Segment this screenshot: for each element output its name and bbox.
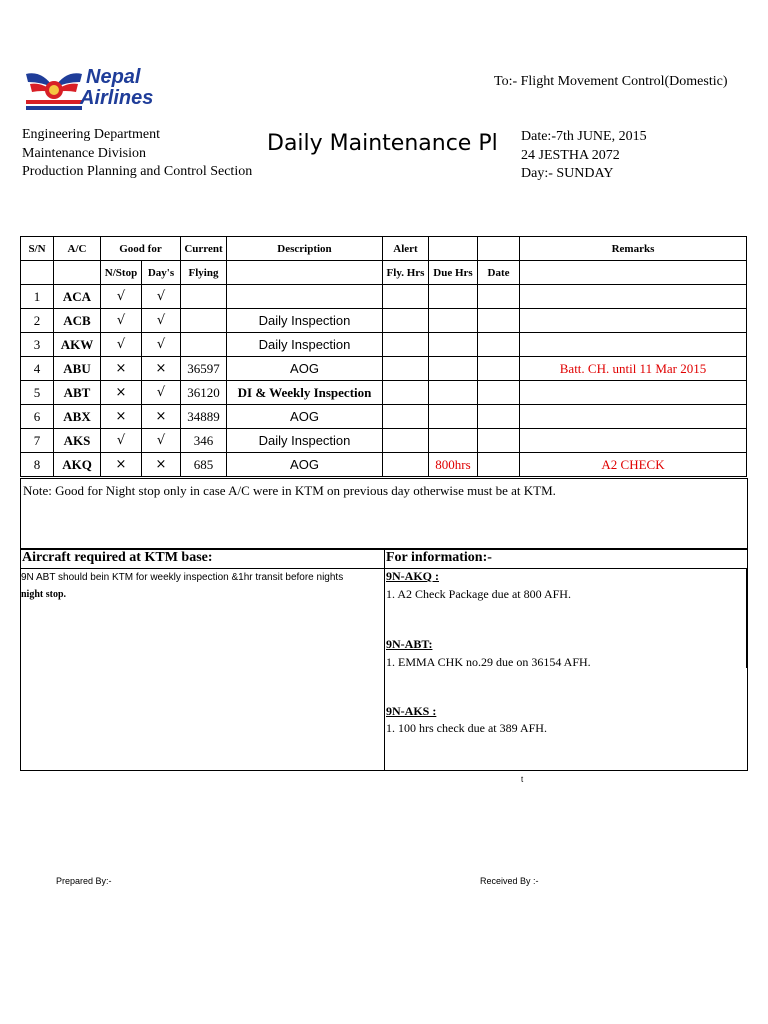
cell-night-stop: √ <box>101 333 142 357</box>
info-title-akq: 9N-AKQ : <box>386 569 439 583</box>
table-row <box>21 333 747 357</box>
logo-text-airlines: Airlines <box>80 87 154 109</box>
cell-description: AOG <box>227 357 383 381</box>
cell-remarks: Batt. CH. until 11 Mar 2015 <box>520 357 747 381</box>
cell-aircraft: ABU <box>54 357 101 381</box>
cell-night-stop: × <box>101 405 142 429</box>
table-row <box>21 453 747 477</box>
cell-sn: 3 <box>21 333 54 357</box>
cell-date <box>478 309 520 333</box>
cell-sn: 2 <box>21 309 54 333</box>
aircraft-required-text: 9N ABT should bein KTM for weekly inspection &1hr transit before nights <box>21 572 344 583</box>
page-title: Daily Maintenance Pl <box>267 131 498 156</box>
cell-date <box>478 453 520 477</box>
stray-mark: t <box>521 775 524 784</box>
cell-night-stop: √ <box>101 429 142 453</box>
header-sn: S/N <box>21 237 54 261</box>
info-title-aks: 9N-AKS : <box>386 704 437 718</box>
header-remarks: Remarks <box>520 237 747 261</box>
cell-fly-hrs <box>383 285 429 309</box>
cell-days: × <box>142 453 181 477</box>
cell-current-flying: 34889 <box>181 405 227 429</box>
cell-days: × <box>142 357 181 381</box>
info-text-akq: 1. A2 Check Package due at 800 AFH. <box>386 587 571 601</box>
cell-sn: 5 <box>21 381 54 405</box>
cell-remarks <box>520 309 747 333</box>
header-ac: A/C <box>54 237 101 261</box>
for-information-heading: For information:- <box>386 550 492 565</box>
cell-fly-hrs <box>383 381 429 405</box>
cell-current-flying: 36120 <box>181 381 227 405</box>
note-text: Note: Good for Night stop only in case A/C were in KTM on previous day otherwise must be at KTM. <box>23 483 556 498</box>
cell-date <box>478 381 520 405</box>
cell-aircraft: AKW <box>54 333 101 357</box>
logo-text-nepal: Nepal <box>86 66 141 88</box>
cell-sn: 6 <box>21 405 54 429</box>
cell-due-hrs <box>429 405 478 429</box>
table-row <box>21 405 747 429</box>
cell-remarks <box>520 285 747 309</box>
prepared-by-label: Prepared By:- <box>56 876 112 886</box>
cell-aircraft: AKQ <box>54 453 101 477</box>
cell-night-stop: × <box>101 357 142 381</box>
cell-night-stop: √ <box>101 309 142 333</box>
cell-days: √ <box>142 333 181 357</box>
cell-night-stop: × <box>101 381 142 405</box>
aircraft-required-text-2: night stop. <box>21 589 67 600</box>
cell-current-flying <box>181 309 227 333</box>
subheader-due-hrs: Due Hrs <box>429 261 478 285</box>
cell-night-stop: √ <box>101 285 142 309</box>
cell-remarks <box>520 405 747 429</box>
section-line: Production Planning and Control Section <box>22 164 253 179</box>
cell-sn: 4 <box>21 357 54 381</box>
cell-date <box>478 333 520 357</box>
date-block <box>521 128 647 184</box>
subheader-empty <box>227 261 383 285</box>
header-empty <box>429 237 478 261</box>
cell-due-hrs: 800hrs <box>429 453 478 477</box>
subheader-date: Date <box>478 261 520 285</box>
header-alert: Alert <box>383 237 429 261</box>
subheader-empty <box>21 261 54 285</box>
cell-description: DI & Weekly Inspection <box>227 381 383 405</box>
cell-night-stop: × <box>101 453 142 477</box>
cell-due-hrs <box>429 429 478 453</box>
nepal-airlines-logo <box>24 66 174 112</box>
cell-aircraft: ACA <box>54 285 101 309</box>
divider <box>20 568 748 569</box>
cell-remarks: A2 CHECK <box>520 453 747 477</box>
cell-fly-hrs <box>383 429 429 453</box>
cell-fly-hrs <box>383 309 429 333</box>
cell-due-hrs <box>429 357 478 381</box>
header-description: Description <box>227 237 383 261</box>
cell-description: AOG <box>227 453 383 477</box>
cell-current-flying: 685 <box>181 453 227 477</box>
cell-aircraft: ABT <box>54 381 101 405</box>
cell-sn: 7 <box>21 429 54 453</box>
cell-current-flying <box>181 285 227 309</box>
cell-current-flying: 36597 <box>181 357 227 381</box>
day-line: Day:- SUNDAY <box>521 166 614 181</box>
subheader-empty <box>54 261 101 285</box>
cell-aircraft: ABX <box>54 405 101 429</box>
cell-due-hrs <box>429 285 478 309</box>
cell-date <box>478 285 520 309</box>
cell-date <box>478 405 520 429</box>
cell-remarks <box>520 333 747 357</box>
nepali-date-line: 24 JESTHA 2072 <box>521 147 620 163</box>
cell-current-flying: 346 <box>181 429 227 453</box>
table-header-row <box>21 237 747 261</box>
subheader-flying: Flying <box>181 261 227 285</box>
maintenance-table <box>20 236 747 477</box>
cell-remarks <box>520 381 747 405</box>
cell-sn: 8 <box>21 453 54 477</box>
received-by-label: Received By :- <box>480 876 539 886</box>
cell-aircraft: AKS <box>54 429 101 453</box>
table-row <box>21 429 747 453</box>
date-line: Date:-7th JUNE, 2015 <box>521 129 647 144</box>
divider <box>384 548 385 770</box>
cell-days: √ <box>142 429 181 453</box>
cell-current-flying <box>181 333 227 357</box>
cell-days: √ <box>142 285 181 309</box>
cell-description: Daily Inspection <box>227 333 383 357</box>
subheader-fly-hrs: Fly. Hrs <box>383 261 429 285</box>
recipient-line: To:- Flight Movement Control(Domestic) <box>494 74 728 89</box>
division-line: Maintenance Division <box>22 145 147 161</box>
divider <box>746 568 747 668</box>
table-row <box>21 381 747 405</box>
cell-fly-hrs <box>383 453 429 477</box>
cell-due-hrs <box>429 381 478 405</box>
cell-date <box>478 357 520 381</box>
info-text-abt: 1. EMMA CHK no.29 due on 36154 AFH. <box>386 655 591 669</box>
cell-sn: 1 <box>21 285 54 309</box>
table-row <box>21 285 747 309</box>
subheader-days: Day's <box>142 261 181 285</box>
cell-due-hrs <box>429 309 478 333</box>
cell-days: √ <box>142 309 181 333</box>
table-row <box>21 309 747 333</box>
cell-fly-hrs <box>383 333 429 357</box>
subheader-nstop: N/Stop <box>101 261 142 285</box>
cell-description: Daily Inspection <box>227 309 383 333</box>
aircraft-required-heading: Aircraft required at KTM base: <box>22 550 213 565</box>
cell-days: √ <box>142 381 181 405</box>
department-block <box>22 126 252 182</box>
header-empty <box>478 237 520 261</box>
note-box <box>20 478 748 550</box>
cell-aircraft: ACB <box>54 309 101 333</box>
cell-description: Daily Inspection <box>227 429 383 453</box>
subheader-empty <box>520 261 747 285</box>
cell-fly-hrs <box>383 357 429 381</box>
header-good-for: Good for <box>101 237 181 261</box>
department-line: Engineering Department <box>22 127 161 142</box>
cell-description <box>227 285 383 309</box>
cell-description: AOG <box>227 405 383 429</box>
cell-fly-hrs <box>383 405 429 429</box>
cell-date <box>478 429 520 453</box>
table-row <box>21 357 747 381</box>
airline-emblem-icon <box>24 66 84 112</box>
info-title-abt: 9N-ABT: <box>386 637 433 651</box>
cell-remarks <box>520 429 747 453</box>
info-text-aks: 1. 100 hrs check due at 389 AFH. <box>386 721 547 735</box>
header-current: Current <box>181 237 227 261</box>
table-subheader-row <box>21 261 747 285</box>
cell-due-hrs <box>429 333 478 357</box>
cell-days: × <box>142 405 181 429</box>
